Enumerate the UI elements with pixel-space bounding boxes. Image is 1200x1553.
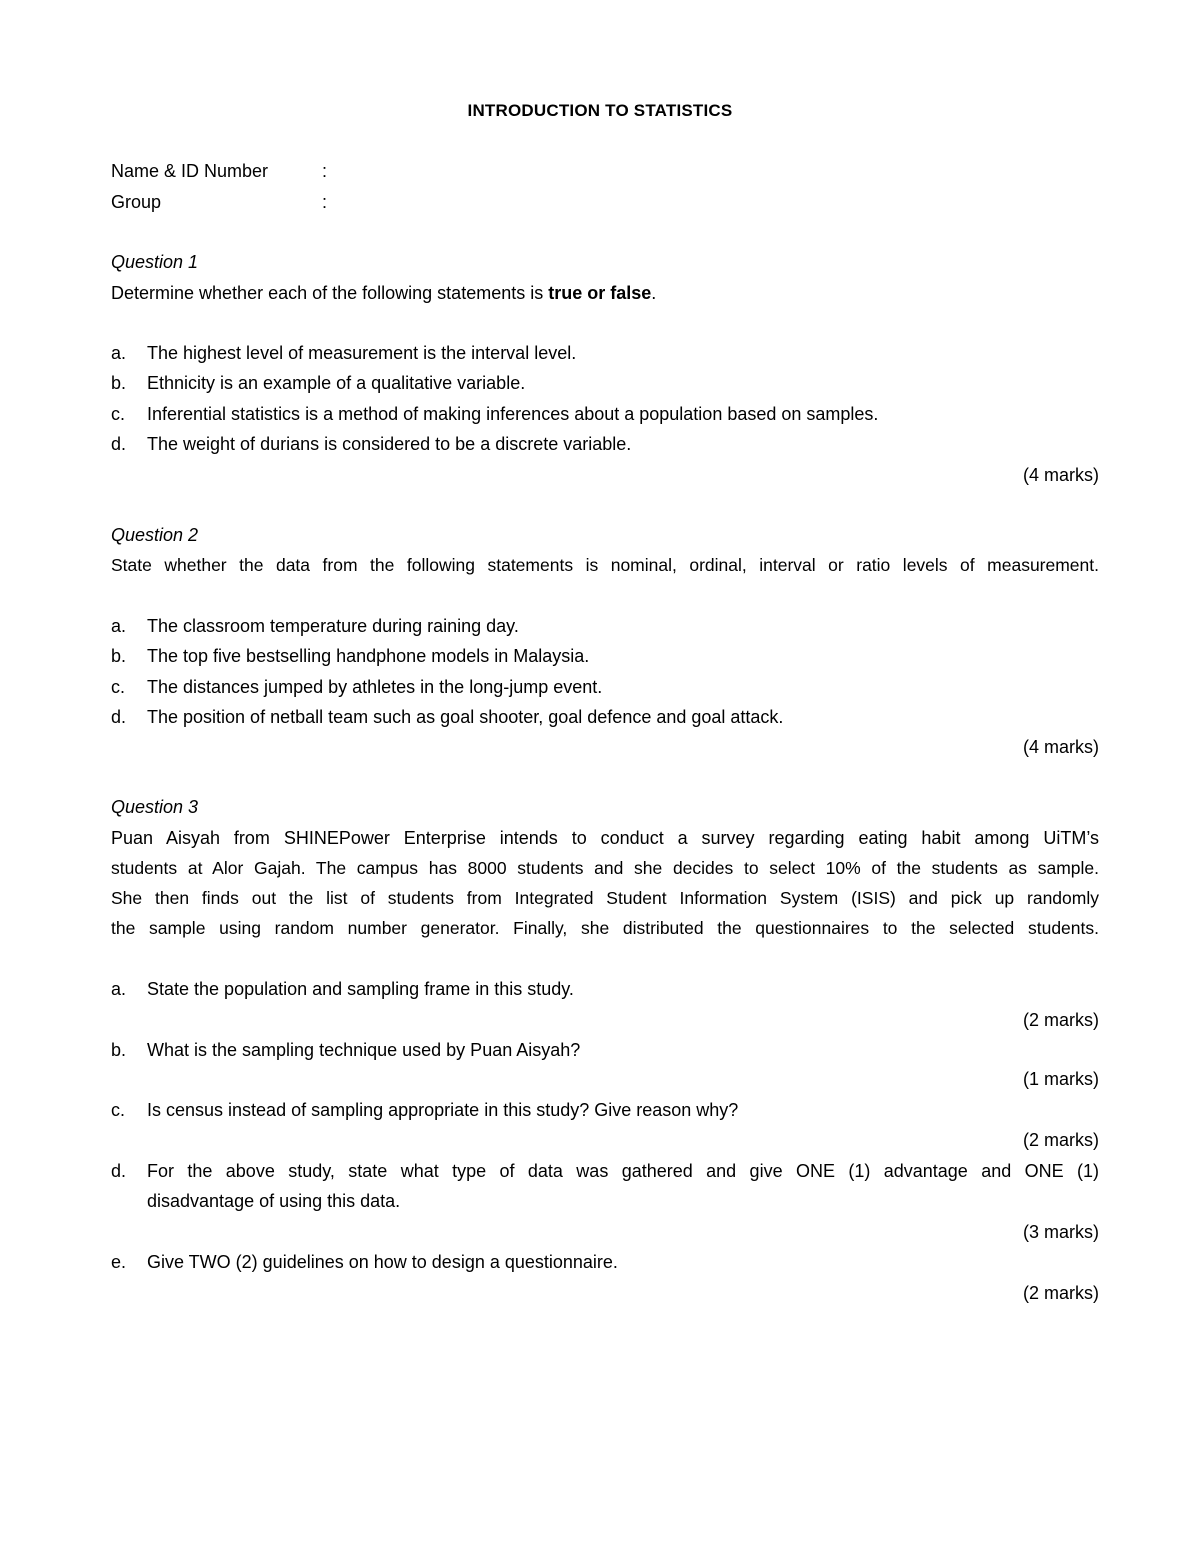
question-1-instruction (111, 281, 1099, 305)
paragraph-line: the sample using random number generator. Finally, she distributed the questionnaires to the selected students. (111, 918, 1099, 938)
item-text: For the above study, state what type of data was gathered and give ONE (1) advantage and ONE (1) (147, 1161, 1099, 1181)
field-label: Group (111, 192, 162, 212)
item-letter: c. (111, 404, 126, 424)
instruction-end: . (651, 283, 657, 303)
item-letter: c. (111, 1100, 126, 1120)
item-letter: a. (111, 343, 127, 363)
instruction-text: Determine whether each of the following statements is (111, 283, 549, 303)
paragraph-line: students at Alor Gajah. The campus has 8000 students and she decides to select 10% of the students as sample. (111, 858, 1099, 878)
item-letter: e. (111, 1252, 127, 1272)
item-text: The distances jumped by athletes in the long-jump event. (147, 677, 603, 697)
marks-label: (4 marks) (1023, 737, 1099, 757)
marks-label: (2 marks) (1023, 1283, 1099, 1303)
item-text: Give TWO (2) guidelines on how to design a questionnaire. (147, 1252, 618, 1272)
marks-label: (4 marks) (1023, 465, 1099, 485)
item-letter: b. (111, 1040, 127, 1060)
field-colon: : (322, 161, 328, 181)
item-letter: b. (111, 646, 127, 666)
item-letter: a. (111, 979, 127, 999)
question-3-heading: Question 3 (111, 797, 199, 817)
instruction-bold: true or false (548, 283, 652, 303)
item-letter: c. (111, 677, 126, 697)
marks-label: (2 marks) (1023, 1130, 1099, 1150)
field-label: Name & ID Number (111, 161, 269, 181)
item-text: Inferential statistics is a method of making inferences about a population based on samples. (147, 404, 879, 424)
item-text: The weight of durians is considered to be a discrete variable. (147, 434, 632, 454)
question-2-instruction: State whether the data from the following statements is nominal, ordinal, interval or ratio levels of measurement. (111, 555, 1099, 575)
page-title: INTRODUCTION TO STATISTICS (467, 101, 733, 120)
item-letter: d. (111, 434, 127, 454)
item-text: Is census instead of sampling appropriate in this study? Give reason why? (147, 1100, 739, 1120)
paragraph-line: She then finds out the list of students from Integrated Student Information System (ISIS) and pick up randomly (111, 888, 1099, 908)
item-letter: d. (111, 707, 127, 727)
item-text: The classroom temperature during raining day. (147, 616, 519, 636)
marks-label: (3 marks) (1023, 1222, 1099, 1242)
item-text: The position of netball team such as goal shooter, goal defence and goal attack. (147, 707, 784, 727)
field-colon: : (322, 192, 328, 212)
item-text: The top five bestselling handphone models in Malaysia. (147, 646, 590, 666)
item-text: What is the sampling technique used by Puan Aisyah? (147, 1040, 581, 1060)
item-letter: d. (111, 1161, 127, 1181)
item-text: The highest level of measurement is the interval level. (147, 343, 577, 363)
item-letter: a. (111, 616, 127, 636)
item-letter: b. (111, 373, 127, 393)
paragraph-line: Puan Aisyah from SHINEPower Enterprise intends to conduct a survey regarding eating habit among UiTM’s (111, 828, 1099, 848)
item-text: disadvantage of using this data. (147, 1191, 401, 1211)
item-text: Ethnicity is an example of a qualitative variable. (147, 373, 526, 393)
question-1-heading: Question 1 (111, 252, 199, 272)
marks-label: (1 marks) (1023, 1069, 1099, 1089)
question-2-heading: Question 2 (111, 525, 199, 545)
item-text: State the population and sampling frame in this study. (147, 979, 574, 999)
marks-label: (2 marks) (1023, 1010, 1099, 1030)
